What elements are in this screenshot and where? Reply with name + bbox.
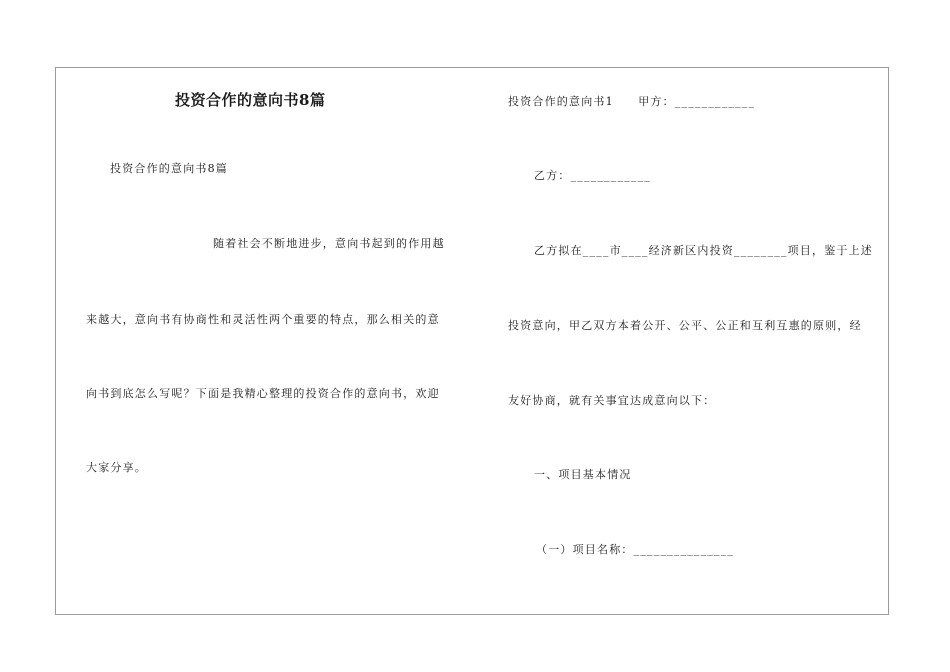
intro-line-1: 随着社会不断地进步，意向书起到的作用越 bbox=[213, 237, 445, 250]
item-project-name: （一）项目名称：_______________ bbox=[536, 543, 735, 556]
document-title: 投资合作的意向书8篇 bbox=[175, 91, 326, 109]
left-subtitle: 投资合作的意向书8篇 bbox=[110, 162, 228, 175]
page-frame bbox=[55, 67, 889, 615]
party-b-line: 乙方：____________ bbox=[534, 169, 651, 182]
body-line-2: 投资意向，甲乙双方本着公开、公平、公正和互利互惠的原则，经 bbox=[508, 319, 862, 332]
intro-line-4: 大家分享。 bbox=[86, 461, 147, 474]
body-line-3: 友好协商，就有关事宜达成意向以下： bbox=[508, 394, 716, 407]
intro-line-2: 来越大，意向书有协商性和灵活性两个重要的特点，那么相关的意 bbox=[86, 313, 440, 326]
section-heading-1: 一、项目基本情况 bbox=[534, 468, 632, 481]
intro-line-3: 向书到底怎么写呢？下面是我精心整理的投资合作的意向书，欢迎 bbox=[86, 387, 440, 400]
right-heading-line: 投资合作的意向书1 甲方：____________ bbox=[508, 95, 756, 108]
body-line-1: 乙方拟在____市____经济新区内投资________项目，鉴于上述 bbox=[534, 244, 873, 257]
